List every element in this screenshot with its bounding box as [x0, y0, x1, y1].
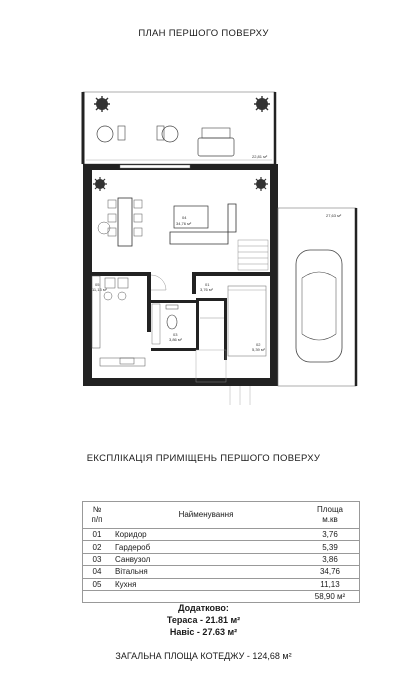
- terrace-area-label: 22,81 м²: [252, 154, 268, 159]
- room03-area: 3,86 м²: [169, 337, 182, 342]
- explication-title: ЕКСПЛІКАЦІЯ ПРИМІЩЕНЬ ПЕРШОГО ПОВЕРХУ: [86, 453, 321, 464]
- room04-no: 04: [182, 215, 187, 220]
- row-area: 5,39: [301, 541, 360, 553]
- row-no: 04: [83, 566, 112, 578]
- cottage-total-area: ЗАГАЛЬНА ПЛОЩА КОТЕДЖУ - 124,68 м²: [115, 651, 292, 661]
- row-no: 05: [83, 578, 112, 590]
- row-name: Гардероб: [111, 541, 301, 553]
- canopy-area-line: Навіс - 27.63 м²: [169, 627, 238, 637]
- plant-icon: [94, 96, 110, 112]
- plant-icon: [93, 177, 107, 191]
- total-area-cell: 58,90 м²: [301, 590, 360, 602]
- row-area: 34,76: [301, 566, 360, 578]
- living-room: [93, 177, 268, 270]
- row-area: 3,76: [301, 529, 360, 541]
- room02-area: 5,39 м²: [252, 347, 265, 352]
- kitchen: [92, 276, 145, 366]
- table-row: [83, 529, 360, 541]
- room04-area: 34,76 м²: [176, 221, 192, 226]
- empty-cell: [83, 590, 112, 602]
- header-no: № п/п: [83, 502, 112, 529]
- table-total-row: [83, 590, 360, 602]
- header-name: Найменування: [111, 502, 301, 529]
- room05-no: 05: [95, 282, 100, 287]
- row-name: Коридор: [111, 529, 301, 541]
- entrance-steps: [196, 350, 250, 405]
- terrace-area-line: Тераса - 21.81 м²: [166, 615, 241, 625]
- room03-no: 03: [173, 332, 178, 337]
- carport: [278, 208, 356, 386]
- header-area: Площа м.кв: [301, 502, 360, 529]
- table-row: [83, 553, 360, 565]
- row-area: 11,13: [301, 578, 360, 590]
- table-header: [83, 502, 360, 529]
- wardrobe: [228, 286, 266, 356]
- row-area: 3,86: [301, 553, 360, 565]
- row-no: 02: [83, 541, 112, 553]
- house-walls: [83, 164, 278, 386]
- row-name: Вітальня: [111, 566, 301, 578]
- room02-no: 02: [256, 342, 261, 347]
- table-row: [83, 578, 360, 590]
- terrace: [83, 92, 275, 164]
- plant-icon: [254, 96, 270, 112]
- table-row: [83, 541, 360, 553]
- row-no: 03: [83, 553, 112, 565]
- canopy-area-label: 27,63 м²: [326, 213, 342, 218]
- row-name: Кухня: [111, 578, 301, 590]
- row-no: 01: [83, 529, 112, 541]
- room01-no: 01: [205, 282, 210, 287]
- car-icon: [296, 250, 342, 362]
- room05-area: 11,13 м²: [92, 287, 107, 292]
- row-name: Санвузол: [111, 553, 301, 565]
- corridor: [151, 275, 224, 318]
- room01-area: 3,76 м²: [200, 287, 213, 292]
- plant-icon: [254, 177, 268, 191]
- rooms-table: [82, 501, 360, 603]
- additional-title: Додатково:: [178, 603, 229, 613]
- empty-cell: [111, 590, 301, 602]
- table-row: [83, 566, 360, 578]
- bathroom: [152, 304, 183, 344]
- plan-title: ПЛАН ПЕРШОГО ПОВЕРХУ: [138, 28, 269, 39]
